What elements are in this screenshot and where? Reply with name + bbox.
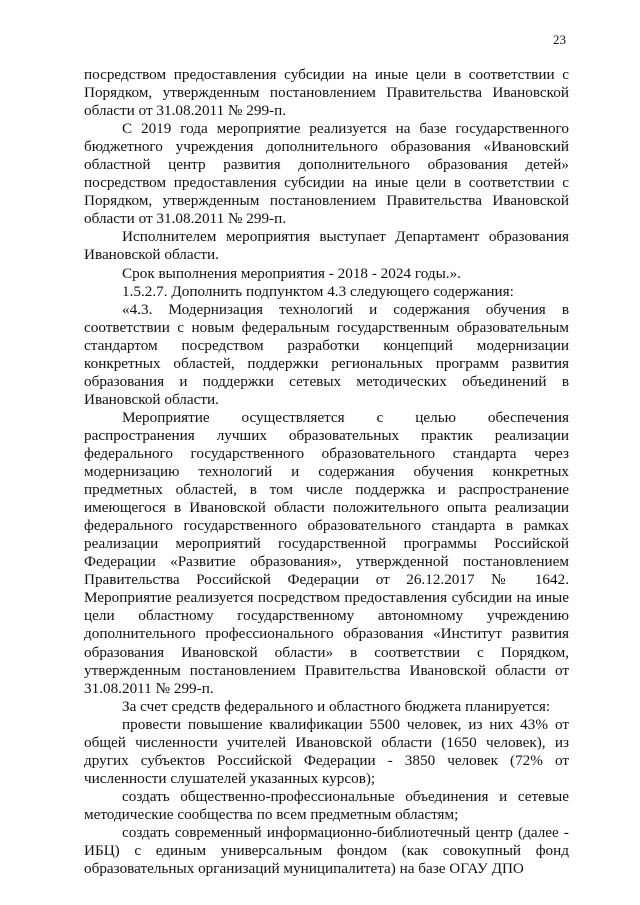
paragraph: Срок выполнения мероприятия - 2018 - 2024 годы.». xyxy=(122,264,461,282)
paragraph: Мероприятие осуществляется с целью обеспечения распространения лучших образовательных практик реализации федерального государственного образовательного стандарта через модернизацию технологий и содержания обучения конкретных предметных областей, в том числе поддержка и распространение имеющегося в Ивановской области положительного опыта реализации федерального государственного образовательного стандарта в рамках реализации мероприятий государственной программы Российской Федерации «Развитие образования», утвержденной постановлением Правительства Российской Федерации от 26.12.2017 № 1642. Мероприятие реализуется посредством предоставления субсидии на иные цели областному государственному автономному учреждению дополнительного профессионального образования «Институт развития образования Ивановской области» в соответствии с Порядком, утвержденным постановлением Правительства Ивановской области от 31.08.2011 № 299-п. xyxy=(84,408,569,697)
paragraph: Исполнителем мероприятия выступает Департамент образования Ивановской области. xyxy=(84,228,569,264)
paragraph: создать современный информационно-библиотечный центр (далее - ИБЦ) с единым универсальным фондом (как совокупный фонд образовательных организаций муниципалитета) на базе ОГАУ ДПО xyxy=(84,823,569,878)
document-body xyxy=(84,66,569,878)
paragraph: 1.5.2.7. Дополнить подпунктом 4.3 следующего содержания: xyxy=(122,282,514,300)
page-number: 23 xyxy=(553,32,566,47)
paragraph: За счет средств федерального и областного бюджета планируется: xyxy=(122,697,551,715)
paragraph: посредством предоставления субсидии на иные цели в соответствии с Порядком, утвержденным постановлением Правительства Ивановской области от 31.08.2011 № 299-п. xyxy=(84,66,569,120)
paragraph: С 2019 года мероприятие реализуется на базе государственного бюджетного учреждения дополнительного образования «Ивановский областной центр развития дополнительного образования детей» посредством предоставления субсидии на иные цели в соответствии с Порядком, утвержденным постановлением Правительства Ивановской области от 31.08.2011 № 299-п. xyxy=(84,120,569,228)
paragraph: создать общественно-профессиональные объединения и сетевые методические сообщества по всем предметным областям; xyxy=(84,787,569,823)
paragraph: «4.3. Модернизация технологий и содержания обучения в соответствии с новым федеральным государственным образовательным стандартом посредством разработки концепций модернизации конкретных областей, поддержки региональных программ развития образования и поддержки сетевых методических объединений в Ивановской области. xyxy=(84,300,569,408)
paragraph: провести повышение квалификации 5500 человек, из них 43% от общей численности учителей Ивановской области (1650 человек), из других субъектов Российской Федерации - 3850 человек (72% от численности слушателей указанных курсов); xyxy=(84,715,569,787)
